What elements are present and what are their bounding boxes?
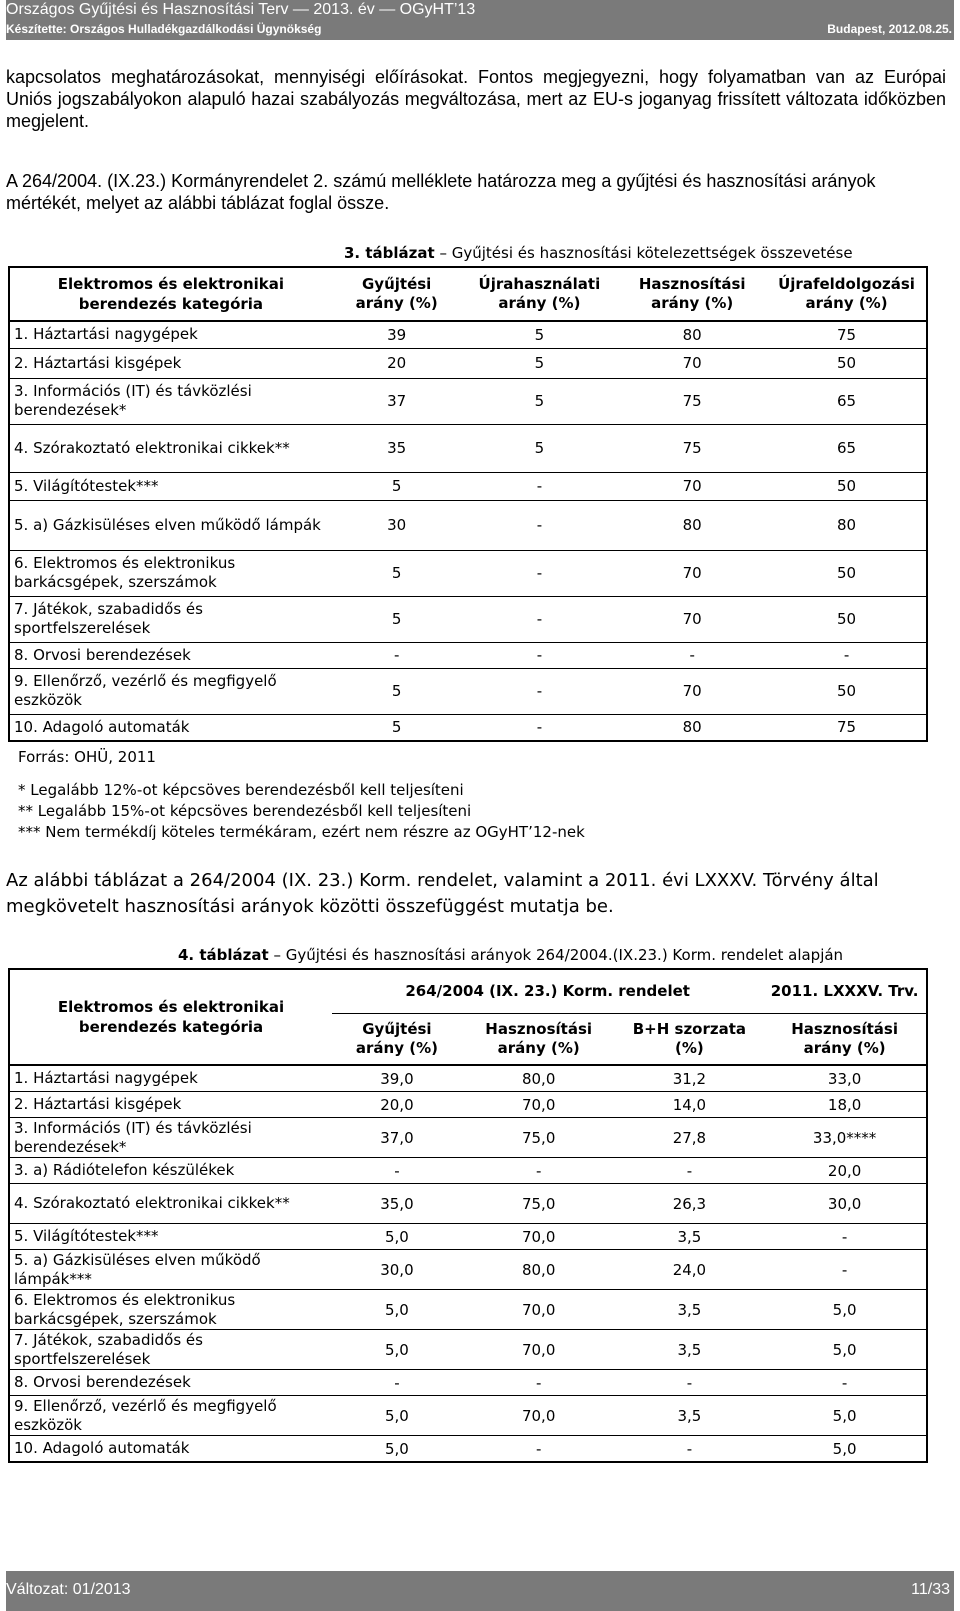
row-value: 31,2: [616, 1065, 764, 1092]
row-value: 5,0: [763, 1330, 927, 1370]
table-row: [9, 472, 927, 500]
row-value: 75,0: [462, 1184, 616, 1224]
table-row: [9, 642, 927, 668]
table-row: [9, 321, 927, 348]
row-value: -: [767, 642, 927, 668]
row-category: 4. Szórakoztató elektronikai cikkek**: [9, 1184, 332, 1224]
row-value: -: [462, 1436, 616, 1463]
table4-group-trv: 2011. LXXXV. Trv.: [763, 969, 927, 1013]
row-value: 70,0: [462, 1396, 616, 1436]
row-value: 65: [767, 424, 927, 472]
row-value: 80: [617, 714, 767, 741]
row-category: 2. Háztartási kisgépek: [9, 348, 332, 378]
row-value: 80: [617, 500, 767, 550]
table-row: [9, 1092, 927, 1118]
table-row: [9, 1118, 927, 1158]
row-value: 75: [617, 424, 767, 472]
row-category: 5. a) Gázkisüléses elven működő lámpák***: [9, 1250, 332, 1290]
row-value: 3,5: [616, 1224, 764, 1250]
row-value: 50: [767, 550, 927, 596]
row-category: 5. Világítótestek***: [9, 1224, 332, 1250]
row-category: 8. Orvosi berendezések: [9, 1370, 332, 1396]
row-value: -: [461, 714, 617, 741]
row-value: 70: [617, 472, 767, 500]
row-value: -: [461, 500, 617, 550]
row-value: 70: [617, 668, 767, 714]
row-value: -: [763, 1250, 927, 1290]
row-value: 5,0: [763, 1290, 927, 1330]
row-value: 75: [617, 378, 767, 424]
row-value: 70: [617, 550, 767, 596]
row-category: 6. Elektromos és elektronikus barkácsgépek, szerszámok: [9, 1290, 332, 1330]
row-value: 30,0: [332, 1250, 462, 1290]
row-value: 65: [767, 378, 927, 424]
row-category: 1. Háztartási nagygépek: [9, 321, 332, 348]
row-category: 7. Játékok, szabadidős és sportfelszerelések: [9, 1330, 332, 1370]
table3-header-cat: Elektromos és elektronikai berendezés kategória: [9, 267, 332, 321]
table-row: [9, 668, 927, 714]
row-value: 80: [767, 500, 927, 550]
row-category: 2. Háztartási kisgépek: [9, 1092, 332, 1118]
row-value: -: [616, 1158, 764, 1184]
row-value: 80: [617, 321, 767, 348]
row-value: 30: [332, 500, 462, 550]
row-value: 80,0: [462, 1250, 616, 1290]
row-value: -: [332, 642, 462, 668]
row-value: 5: [461, 378, 617, 424]
row-value: -: [461, 668, 617, 714]
row-value: 39,0: [332, 1065, 462, 1092]
footnote-3: *** Nem termékdíj köteles termékáram, ezért nem részre az OGyHT’12-nek: [18, 823, 585, 841]
table-row: [9, 714, 927, 741]
row-value: 3,5: [616, 1330, 764, 1370]
row-value: 50: [767, 472, 927, 500]
table3-header-row: [9, 267, 927, 321]
table4-group-korm: 264/2004 (IX. 23.) Korm. rendelet: [332, 969, 763, 1013]
footer-version: Változat: 01/2013: [6, 1581, 131, 1598]
row-value: 18,0: [763, 1092, 927, 1118]
table4-header-cat: Elektromos és elektronikai berendezés kategória: [9, 969, 332, 1065]
row-value: 26,3: [616, 1184, 764, 1224]
row-value: 5: [332, 596, 462, 642]
row-value: -: [617, 642, 767, 668]
row-value: -: [461, 472, 617, 500]
table-3: [8, 266, 928, 742]
table4-header-bh: B+H szorzata (%): [616, 1013, 764, 1065]
row-value: 70: [617, 596, 767, 642]
table4-header-gyujtesi: Gyűjtési arány (%): [332, 1013, 462, 1065]
row-category: 5. a) Gázkisüléses elven működő lámpák: [9, 500, 332, 550]
table3-body: [9, 321, 927, 741]
row-value: 75: [767, 321, 927, 348]
table-row: [9, 1370, 927, 1396]
row-value: 70,0: [462, 1224, 616, 1250]
row-value: 20: [332, 348, 462, 378]
row-category: 10. Adagoló automaták: [9, 1436, 332, 1463]
table4-header-haszn-trv: Hasznosítási arány (%): [763, 1013, 927, 1065]
row-value: 5: [461, 348, 617, 378]
row-category: 4. Szórakoztató elektronikai cikkek**: [9, 424, 332, 472]
row-category: 10. Adagoló automaták: [9, 714, 332, 741]
table3-header-ujrafeld: Újrafeldolgozási arány (%): [767, 267, 927, 321]
row-value: -: [616, 1370, 764, 1396]
row-value: 5,0: [332, 1224, 462, 1250]
table-row: [9, 1158, 927, 1184]
table-row: [9, 500, 927, 550]
row-value: -: [462, 1158, 616, 1184]
row-value: 5,0: [763, 1396, 927, 1436]
paragraph-3: Az alábbi táblázat a 264/2004 (IX. 23.) Korm. rendelet, valamint a 2011. évi LXXXV. Törvény által megkövetelt hasznosítási arányok közötti összefüggést mutatja be.: [6, 870, 879, 917]
row-value: 33,0****: [763, 1118, 927, 1158]
footnote-2: ** Legalább 15%-ot képcsöves berendezésből kell teljesíteni: [18, 802, 472, 820]
paragraph-2: A 264/2004. (IX.23.) Kormányrendelet 2. számú melléklete határozza meg a gyűjtési és hasznosítási arányok mértékét, melyet az alábbi táblázat foglal össze.: [6, 171, 876, 213]
row-value: 30,0: [763, 1184, 927, 1224]
table-row: [9, 1330, 927, 1370]
row-value: 75,0: [462, 1118, 616, 1158]
row-category: 6. Elektromos és elektronikus barkácsgépek, szerszámok: [9, 550, 332, 596]
row-value: 20,0: [763, 1158, 927, 1184]
row-value: 27,8: [616, 1118, 764, 1158]
table-4: [8, 968, 928, 1463]
row-value: 50: [767, 348, 927, 378]
row-value: 35: [332, 424, 462, 472]
row-value: 5,0: [332, 1330, 462, 1370]
row-value: 70: [617, 348, 767, 378]
row-value: 5: [461, 424, 617, 472]
row-category: 1. Háztartási nagygépek: [9, 1065, 332, 1092]
row-value: 70,0: [462, 1330, 616, 1370]
row-value: 70,0: [462, 1290, 616, 1330]
row-value: 20,0: [332, 1092, 462, 1118]
row-value: 14,0: [616, 1092, 764, 1118]
table-row: [9, 424, 927, 472]
row-category: 5. Világítótestek***: [9, 472, 332, 500]
header-date: Budapest, 2012.08.25.: [827, 22, 952, 36]
table3-caption-number: 3. táblázat: [344, 244, 435, 262]
footnotes: [18, 780, 585, 843]
row-value: 50: [767, 668, 927, 714]
row-value: 50: [767, 596, 927, 642]
table3-source: Forrás: OHÜ, 2011: [18, 748, 156, 766]
row-value: 5: [332, 550, 462, 596]
table-row: [9, 550, 927, 596]
row-category: 9. Ellenőrző, vezérlő és megfigyelő eszközök: [9, 668, 332, 714]
row-value: 24,0: [616, 1250, 764, 1290]
table-row: [9, 1224, 927, 1250]
row-value: 5: [332, 472, 462, 500]
table-row: [9, 378, 927, 424]
row-category: 8. Orvosi berendezések: [9, 642, 332, 668]
table4-caption-number: 4. táblázat: [178, 946, 269, 964]
row-value: -: [461, 550, 617, 596]
row-value: 80,0: [462, 1065, 616, 1092]
row-value: 39: [332, 321, 462, 348]
row-value: -: [462, 1370, 616, 1396]
table-row: [9, 596, 927, 642]
row-value: 3,5: [616, 1396, 764, 1436]
paragraph-1: kapcsolatos meghatározásokat, mennyiségi előírásokat. Fontos megjegyezni, hogy folyamatban van az Európai Uniós jogszabályokon alapuló hazai szabályozás megváltozása, mert az EU-s joganyag frissített változata időközben megjelent.: [6, 67, 946, 131]
row-value: 5,0: [763, 1436, 927, 1463]
row-value: -: [461, 642, 617, 668]
table3-header-haszn: Hasznosítási arány (%): [638, 275, 746, 312]
header-author: Készítette: Országos Hulladékgazdálkodási Ügynökség: [6, 22, 322, 36]
row-value: 33,0: [763, 1065, 927, 1092]
table4-caption-text: – Gyűjtési és hasznosítási arányok 264/2004.(IX.23.) Korm. rendelet alapján: [268, 946, 844, 964]
row-value: -: [763, 1370, 927, 1396]
row-value: 5: [461, 321, 617, 348]
table3-header-gyujtesi: Gyűjtési arány (%): [355, 275, 438, 312]
row-value: -: [763, 1224, 927, 1250]
row-value: 3,5: [616, 1290, 764, 1330]
row-category: 3. a) Rádiótelefon készülékek: [9, 1158, 332, 1184]
row-category: 7. Játékok, szabadidős és sportfelszerelések: [9, 596, 332, 642]
row-value: -: [461, 596, 617, 642]
table4-caption: [178, 946, 843, 964]
table3-caption-text: – Gyűjtési és hasznosítási kötelezettségek összevetése: [434, 244, 853, 262]
table-row: [9, 1250, 927, 1290]
row-value: 5: [332, 668, 462, 714]
table4-group-row: [9, 969, 927, 1013]
row-value: 35,0: [332, 1184, 462, 1224]
page-footer: [6, 1571, 954, 1611]
footer-page-number: 11/33: [911, 1581, 950, 1598]
table-row: [9, 348, 927, 378]
row-value: 70,0: [462, 1092, 616, 1118]
table4-header-haszn: Hasznosítási arány (%): [462, 1013, 616, 1065]
row-value: 37,0: [332, 1118, 462, 1158]
table-row: [9, 1065, 927, 1092]
row-value: 5,0: [332, 1290, 462, 1330]
header-title: Országos Gyűjtési és Hasznosítási Terv — 2013. év — OGyHT’13: [6, 1, 476, 18]
table4-body: [9, 1065, 927, 1462]
row-value: -: [616, 1436, 764, 1463]
table-row: [9, 1184, 927, 1224]
row-category: 9. Ellenőrző, vezérlő és megfigyelő eszközök: [9, 1396, 332, 1436]
table-row: [9, 1290, 927, 1330]
table3-caption: [344, 244, 853, 262]
table-row: [9, 1396, 927, 1436]
row-category: 3. Információs (IT) és távközlési berendezések*: [9, 378, 332, 424]
footnote-1: * Legalább 12%-ot képcsöves berendezésből kell teljesíteni: [18, 781, 464, 799]
row-value: -: [332, 1158, 462, 1184]
row-value: -: [332, 1370, 462, 1396]
row-category: 3. Információs (IT) és távközlési berendezések*: [9, 1118, 332, 1158]
row-value: 5,0: [332, 1396, 462, 1436]
row-value: 75: [767, 714, 927, 741]
row-value: 5,0: [332, 1436, 462, 1463]
row-value: 37: [332, 378, 462, 424]
table-row: [9, 1436, 927, 1463]
page-header: [6, 0, 954, 40]
row-value: 5: [332, 714, 462, 741]
table3-header-ujrahaszn: Újrahasználati arány (%): [478, 275, 601, 312]
